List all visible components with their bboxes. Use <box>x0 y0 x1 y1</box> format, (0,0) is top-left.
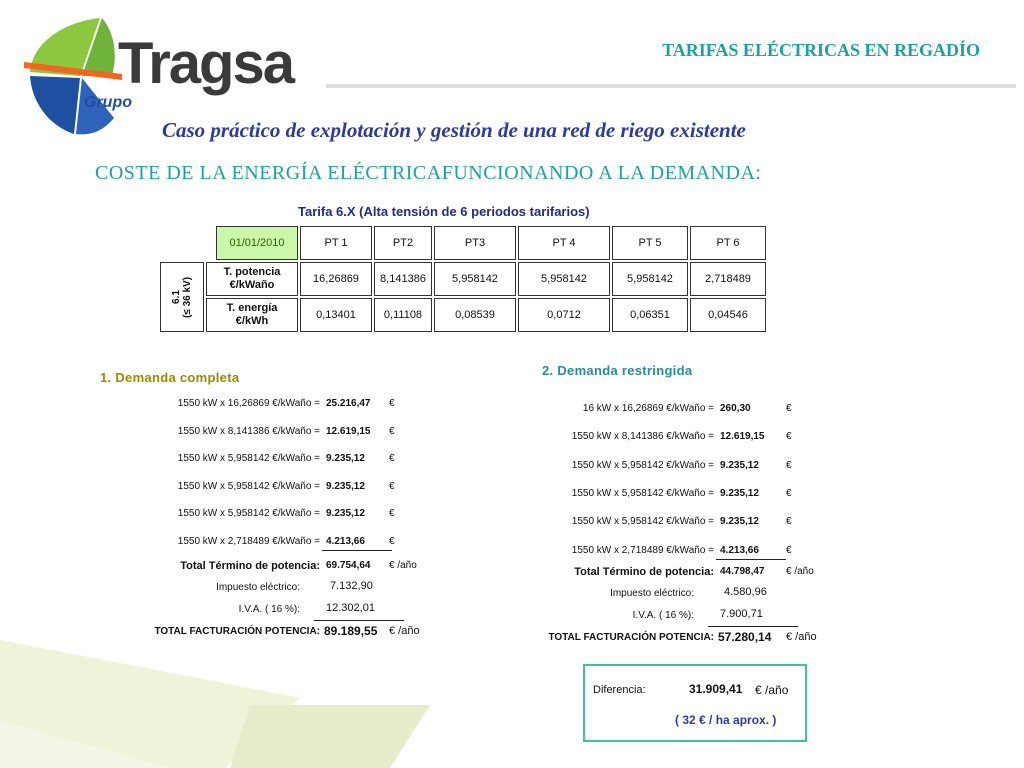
calc-value: 9.235,12 <box>326 508 365 519</box>
calc-expression: 1550 kW x 8,141386 €/kWaño = <box>177 425 320 437</box>
calc-unit: € <box>389 453 395 464</box>
calc-value: 12.619,15 <box>720 431 765 443</box>
calc-expression: 1550 kW x 5,958142 €/kWaño = <box>571 459 714 471</box>
difference-value: 31.909,41 <box>689 682 743 696</box>
calc-unit: € <box>389 508 395 519</box>
calc-value: 9.235,12 <box>720 516 759 528</box>
calc-value: 9.235,12 <box>326 480 365 492</box>
difference-note: ( 32 € / ha aprox. ) <box>675 713 777 727</box>
energy-value: 0,0712 <box>518 298 610 332</box>
calc-value: 9.235,12 <box>720 487 759 499</box>
sum-underline <box>716 559 786 560</box>
sum-underline <box>322 550 392 551</box>
difference-unit: € /año <box>755 683 789 697</box>
calc-value: 12.619,15 <box>326 425 371 437</box>
power-value: 2,718489 <box>690 262 766 296</box>
calc-unit: € <box>389 425 395 437</box>
power-value: 16,26869 <box>300 262 372 296</box>
calc-expression: 16 kW x 16,26869 €/kWaño = <box>582 403 714 414</box>
iva-value: 7.900,71 <box>720 608 763 620</box>
tariff-header-row <box>160 226 766 260</box>
calc-unit: € <box>786 487 792 499</box>
calc-unit: € <box>389 535 395 547</box>
voltage-group-label: 6.1 (≤ 36 kV) <box>160 262 204 332</box>
calc-value: 9.235,12 <box>326 453 365 464</box>
calc-unit: € <box>786 403 792 414</box>
calc-unit: € <box>786 544 792 556</box>
header-divider <box>326 84 1016 88</box>
electric-tax-value: 4.580,96 <box>724 586 767 598</box>
energy-value: 0,11108 <box>374 298 432 332</box>
difference-label: Diferencia: <box>593 684 646 696</box>
total-power-value: 44.798,47 <box>720 566 765 577</box>
calc-unit: € <box>786 431 792 443</box>
grand-total-unit: € /año <box>786 631 817 643</box>
section-heading: COSTE DE LA ENERGÍA ELÉCTRICAFUNCIONANDO A LA DEMANDA: <box>95 162 762 184</box>
grand-total-value: 89.189,55 <box>324 624 378 638</box>
calc-expression: 1550 kW x 5,958142 €/kWaño = <box>177 508 320 519</box>
slide-subtitle: Caso práctico de explotación y gestión de una red de riego existente <box>162 118 746 142</box>
total-power-value: 69.754,64 <box>326 560 371 571</box>
empty-cell <box>206 226 214 260</box>
calc-expression: 1550 kW x 5,958142 €/kWaño = <box>177 453 320 464</box>
calc-unit: € <box>786 459 792 471</box>
slide-header-title: TARIFAS ELÉCTRICAS EN REGADÍO <box>662 40 980 60</box>
power-value: 5,958142 <box>612 262 688 296</box>
iva-label: I.V.A. ( 16 %): <box>632 610 694 621</box>
complete-demand-title: 1. Demanda completa <box>100 370 240 385</box>
grand-total-unit: € /año <box>389 625 420 637</box>
grand-total-rule <box>708 626 798 627</box>
energy-value: 0,04546 <box>690 298 766 332</box>
grand-total-label: TOTAL FACTURACIÓN POTENCIA: <box>548 632 714 643</box>
difference-box <box>583 664 807 742</box>
grand-total-rule <box>314 620 404 621</box>
calc-value: 9.235,12 <box>720 459 759 471</box>
iva-value: 12.302,01 <box>326 602 375 614</box>
calc-unit: € <box>389 398 395 409</box>
tariff-table <box>158 224 768 334</box>
total-power-label: Total Término de potencia: <box>574 566 714 578</box>
period-header: PT 6 <box>690 226 766 260</box>
calc-expression: 1550 kW x 2,718489 €/kWaño = <box>177 535 320 547</box>
tariff-date: 01/01/2010 <box>216 226 298 260</box>
calc-unit: € <box>389 480 395 492</box>
calc-expression: 1550 kW x 5,958142 €/kWaño = <box>571 487 714 499</box>
tariff-energy-row <box>160 298 766 332</box>
calc-expression: 1550 kW x 5,958142 €/kWaño = <box>177 480 320 492</box>
calc-expression: 1550 kW x 5,958142 €/kWaño = <box>571 516 714 528</box>
grand-total-label: TOTAL FACTURACIÓN POTENCIA: <box>154 626 320 637</box>
power-value: 5,958142 <box>434 262 516 296</box>
total-power-unit: € /año <box>389 560 417 571</box>
electric-tax-label: Impuesto eléctrico: <box>216 582 300 593</box>
electric-tax-label: Impuesto eléctrico: <box>610 588 694 599</box>
period-header: PT 5 <box>612 226 688 260</box>
power-value: 5,958142 <box>518 262 610 296</box>
power-value: 8,141386 <box>374 262 432 296</box>
calc-value: 25.216,47 <box>326 398 371 409</box>
iva-label: I.V.A. ( 16 %): <box>238 604 300 615</box>
calc-value: 4.213,66 <box>720 544 759 556</box>
calc-expression: 1550 kW x 16,26869 €/kWaño = <box>177 398 320 409</box>
period-header: PT2 <box>374 226 432 260</box>
brand-group: Grupo <box>84 94 132 111</box>
brand-name: Tragsa <box>118 31 293 96</box>
calc-value: 4.213,66 <box>326 535 365 547</box>
electric-tax-value: 7.132,90 <box>330 580 373 592</box>
decor-shape-strip <box>230 705 430 768</box>
calc-unit: € <box>786 516 792 528</box>
restricted-demand-title: 2. Demanda restringida <box>542 363 693 378</box>
power-row-label: T. potencia €/kWaño <box>206 262 298 296</box>
period-header: PT 4 <box>518 226 610 260</box>
total-power-unit: € /año <box>786 566 814 577</box>
calc-expression: 1550 kW x 8,141386 €/kWaño = <box>571 431 714 443</box>
tariff-power-row <box>160 262 766 296</box>
energy-row-label: T. energía €/kWh <box>206 298 298 332</box>
empty-cell <box>160 226 204 260</box>
total-power-label: Total Término de potencia: <box>180 560 320 572</box>
calc-expression: 1550 kW x 2,718489 €/kWaño = <box>571 544 714 556</box>
energy-value: 0,13401 <box>300 298 372 332</box>
energy-value: 0,08539 <box>434 298 516 332</box>
tariff-table-title: Tarifa 6.X (Alta tensión de 6 periodos tarifarios) <box>298 204 590 219</box>
grand-total-value: 57.280,14 <box>718 630 772 644</box>
calc-value: 260,30 <box>720 403 751 414</box>
period-header: PT3 <box>434 226 516 260</box>
energy-value: 0,06351 <box>612 298 688 332</box>
period-header: PT 1 <box>300 226 372 260</box>
